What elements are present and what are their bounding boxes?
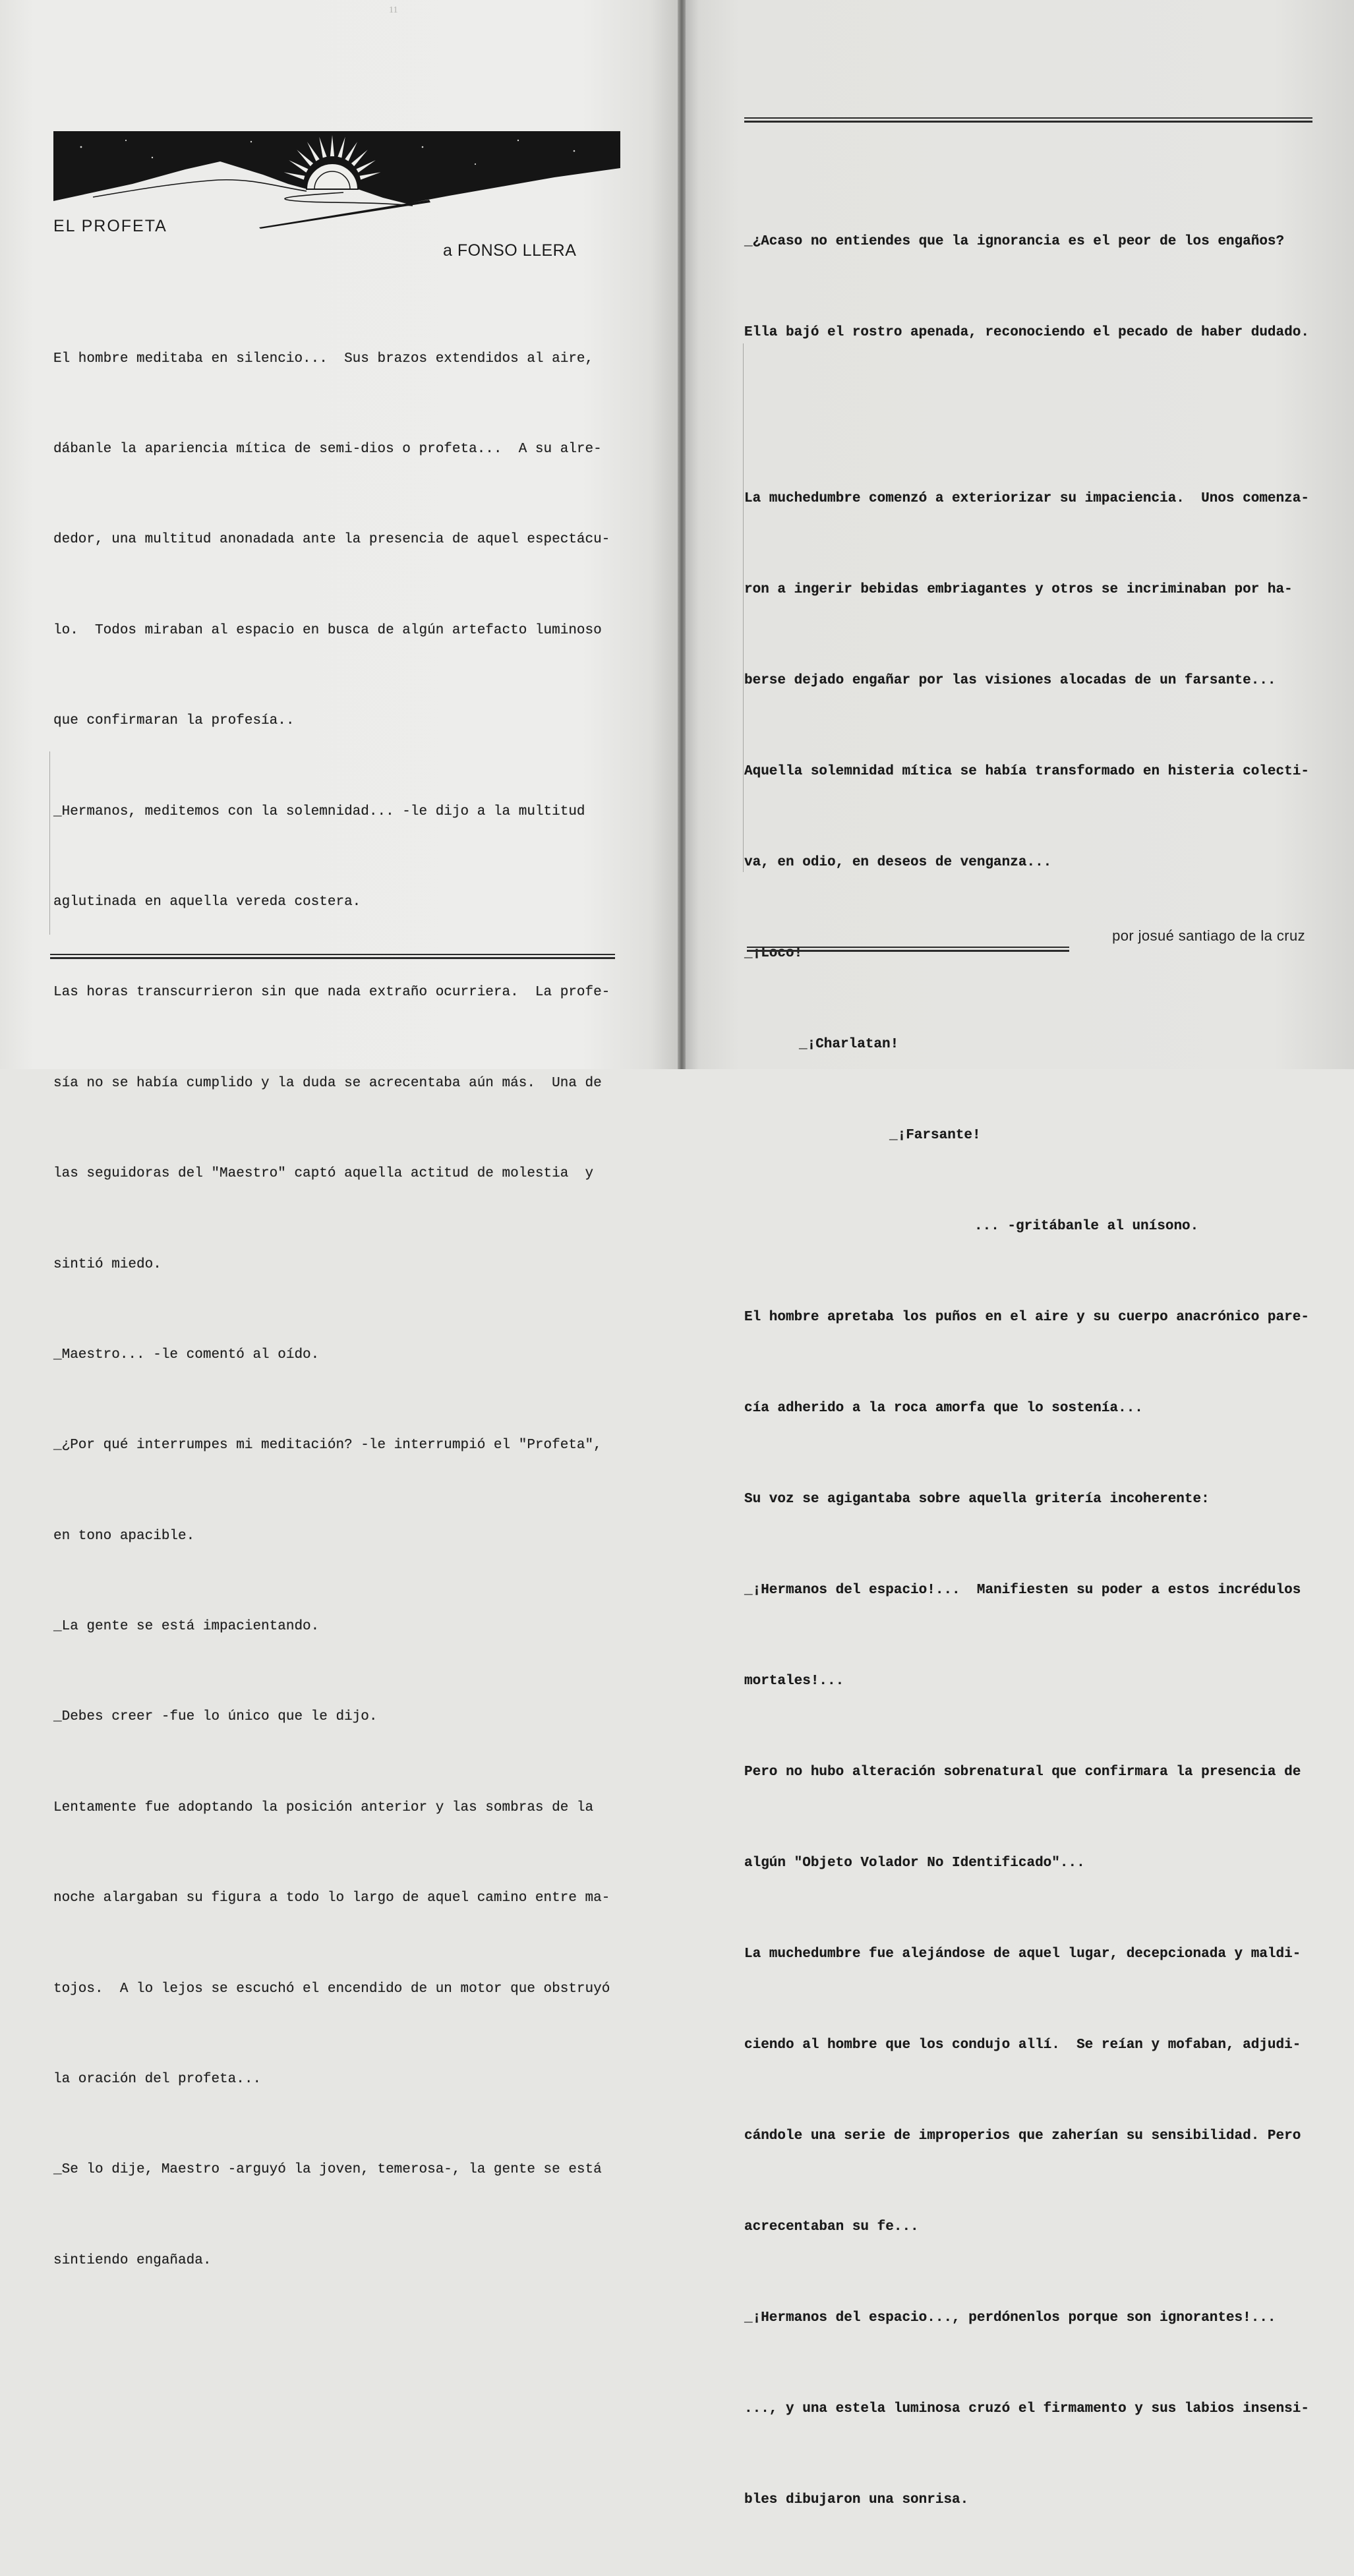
story-text-line: berse dejado engañar por las visiones alocadas de un farsante... <box>744 673 1276 688</box>
story-text-line: El hombre meditaba en silencio... Sus brazos extendidos al aire, <box>53 351 594 366</box>
story-text-line: _¡Charlatan! <box>799 1037 899 1052</box>
story-text-line: _La gente se está impacientando. <box>53 1619 320 1635</box>
story-text-line: _¿Por qué interrumpes mi meditación? -le interrumpió el "Profeta", <box>53 1438 602 1453</box>
story-text-line: cándole una serie de improperios que zaherían su sensibilidad. Pero <box>744 2128 1301 2144</box>
story-text-line: _¡Farsante! <box>889 1128 981 1143</box>
story-text-line: La muchedumbre fue alejándose de aquel lugar, decepcionada y maldi- <box>744 1947 1301 1962</box>
story-text-line: Aquella solemnidad mítica se había transformado en histeria colecti- <box>744 764 1309 779</box>
story-text-line: acrecentaban su fe... <box>744 2219 919 2235</box>
top-double-rule <box>744 117 1312 123</box>
story-text-line: dábanle la apariencia mítica de semi-dios o profeta... A su alre- <box>53 441 602 457</box>
story-text-line: las seguidoras del "Maestro" captó aquella actitud de molestia y <box>53 1166 594 1182</box>
story-text-line: Su voz se agigantaba sobre aquella gritería incoherente: <box>744 1492 1210 1507</box>
story-text-line: ron a ingerir bebidas embriagantes y otros se incriminaban por ha- <box>744 582 1293 597</box>
story-text-line: dedor, una multitud anonadada ante la presencia de aquel espectácu- <box>53 532 610 548</box>
story-text-line: mortales!... <box>744 1674 844 1689</box>
story-text-line: _Debes creer -fue lo único que le dijo. <box>53 1709 378 1725</box>
story-text-line: _¡Hermanos del espacio!... Manifiesten su poder a estos incrédulos <box>744 1583 1301 1598</box>
author-signature: por josué santiago de la cruz <box>1112 927 1305 944</box>
story-text-line: _Se lo dije, Maestro -arguyó la joven, temerosa-, la gente se está <box>53 2162 602 2178</box>
story-text-line: La muchedumbre comenzó a exteriorizar su impaciencia. Unos comenza- <box>744 491 1309 506</box>
story-text-line: cía adherido a la roca amorfa que lo sostenía... <box>744 1401 1143 1416</box>
story-text-line: _¡Hermanos del espacio..., perdónenlos porque son ignorantes!... <box>744 2310 1276 2326</box>
page-number: 11 <box>389 5 398 15</box>
story-text-line: Lentamente fue adoptando la posición anterior y las sombras de la <box>53 1800 594 1815</box>
story-text-line: sía no se había cumplido y la duda se acrecentaba aún más. Una de <box>53 1075 602 1091</box>
pasteup-edge-line <box>743 343 744 872</box>
dedication: a FONSO LLERA <box>443 241 577 260</box>
story-text-line: Ella bajó el rostro apenada, reconociendo el pecado de haber dudado. <box>744 325 1309 340</box>
story-text-line: lo. Todos miraban al espacio en busca de algún artefacto luminoso <box>53 622 602 638</box>
story-text-line: _Maestro... -le comentó al oído. <box>53 1347 320 1362</box>
story-text-line: noche alargaban su figura a todo lo largo de aquel camino entre ma- <box>53 1890 610 1906</box>
pasteup-edge-line <box>49 751 50 935</box>
story-title: EL PROFETA <box>53 217 167 235</box>
binding-gutter <box>678 0 686 1069</box>
story-text-line: que confirmaran la profesía.. <box>53 713 295 729</box>
story-text-line: algún "Objeto Volador No Identificado"... <box>744 1856 1085 1871</box>
story-text-line: _¿Acaso no entiendes que la ignorancia es el peor de los engaños? <box>744 234 1285 249</box>
story-text-line: la oración del profeta... <box>53 2072 262 2088</box>
story-text-line: _¡Loco! <box>744 946 803 961</box>
story-text-line: bles dibujaron una sonrisa. <box>744 2492 969 2507</box>
story-text-line: Pero no hubo alteración sobrenatural que confirmara la presencia de <box>744 1765 1301 1780</box>
right-page-text <box>744 166 1309 2576</box>
story-text-line: ciendo al hombre que los condujo allí. Se reían y mofaban, adjudi- <box>744 2037 1301 2053</box>
story-text-line: va, en odio, en deseos de venganza... <box>744 855 1052 870</box>
story-text-line: tojos. A lo lejos se escuchó el encendido de un motor que obstruyó <box>53 1981 610 1997</box>
story-text-line: ... -gritábanle al unísono. <box>974 1219 1199 1234</box>
story-text-line: El hombre apretaba los puños en el aire y su cuerpo anacrónico pare- <box>744 1310 1309 1325</box>
bottom-double-rule <box>747 947 1069 952</box>
left-page-text <box>53 283 610 2336</box>
story-text-line: en tono apacible. <box>53 1528 195 1544</box>
story-text-line: _Hermanos, meditemos con la solemnidad... -le dijo a la multitud <box>53 804 585 819</box>
story-text-line: Las horas transcurrieron sin que nada extraño ocurriera. La profe- <box>53 985 610 1001</box>
left-page <box>0 0 678 2268</box>
story-text-line: aglutinada en aquella vereda costera. <box>53 894 361 910</box>
paragraph-gap <box>744 409 1309 423</box>
right-page <box>686 0 1354 2507</box>
story-text-line: sintiendo engañada. <box>53 2252 212 2268</box>
bottom-double-rule <box>50 954 615 959</box>
story-text-line: ..., y una estela luminosa cruzó el firmamento y sus labios insensi- <box>744 2401 1309 2416</box>
story-text-line: sintió miedo. <box>53 1256 162 1272</box>
road-line <box>259 200 430 229</box>
